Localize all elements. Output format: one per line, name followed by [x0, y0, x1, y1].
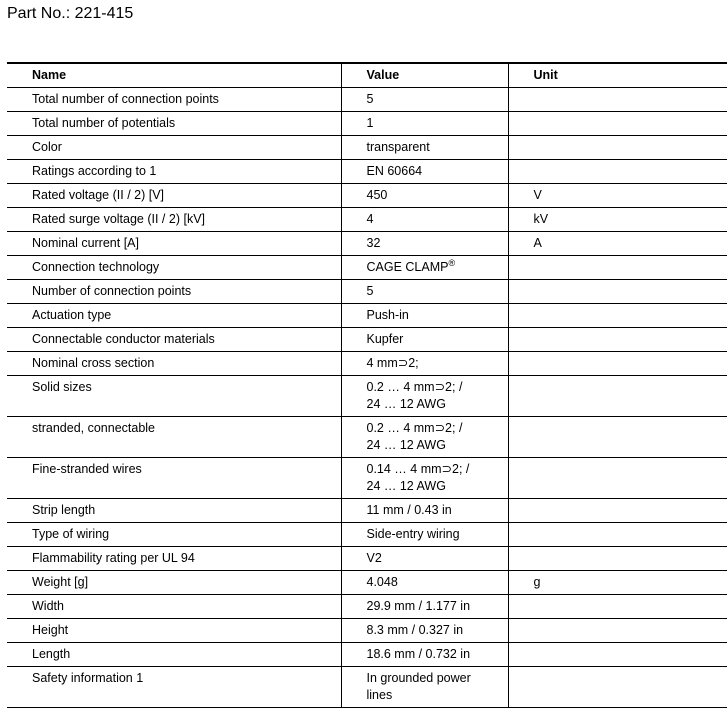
row-value-cell — [341, 88, 508, 112]
row-name-cell: Safety information 1 — [7, 667, 341, 708]
row-value-text: 0.2 … 4 mm⊃2; / 24 … 12 AWG — [366, 421, 463, 452]
registered-trademark-mark: ® — [448, 257, 456, 268]
table-row — [7, 547, 727, 571]
row-unit-cell — [508, 595, 727, 619]
row-unit-cell — [508, 328, 727, 352]
row-value-text: 4 — [366, 212, 374, 226]
row-name-cell: Weight [g] — [7, 571, 341, 595]
row-unit-cell — [508, 112, 727, 136]
row-value-cell — [341, 571, 508, 595]
row-name-cell: Rated voltage (II / 2) [V] — [7, 184, 341, 208]
table-row — [7, 232, 727, 256]
row-name-cell: Connection technology — [7, 256, 341, 280]
table-row — [7, 523, 727, 547]
table-row — [7, 499, 727, 523]
table-row — [7, 352, 727, 376]
row-unit-cell — [508, 160, 727, 184]
row-unit-cell — [508, 376, 727, 417]
row-name-cell: Width — [7, 595, 341, 619]
row-unit-cell — [508, 88, 727, 112]
table-row — [7, 280, 727, 304]
specification-table — [7, 62, 727, 708]
row-unit-cell — [508, 643, 727, 667]
row-value-text: 29.9 mm / 1.177 in — [366, 599, 471, 613]
row-unit-cell — [508, 280, 727, 304]
row-value-text: 5 — [366, 92, 374, 106]
table-row — [7, 328, 727, 352]
row-name-cell: Total number of potentials — [7, 112, 341, 136]
table-row — [7, 256, 727, 280]
row-value-text: transparent — [366, 140, 430, 154]
row-name-cell: Flammability rating per UL 94 — [7, 547, 341, 571]
row-value-text: 0.2 … 4 mm⊃2; / 24 … 12 AWG — [366, 380, 463, 411]
row-value-cell — [341, 232, 508, 256]
row-unit-cell — [508, 304, 727, 328]
row-value-cell — [341, 304, 508, 328]
row-value-cell — [341, 160, 508, 184]
row-value-text: EN 60664 — [366, 164, 423, 178]
table-row — [7, 112, 727, 136]
table-body — [7, 88, 727, 708]
table-row — [7, 643, 727, 667]
row-value-text: 8.3 mm / 0.327 in — [366, 623, 464, 637]
row-value-cell — [341, 328, 508, 352]
table-row — [7, 208, 727, 232]
column-header-value: Value — [341, 63, 508, 88]
row-value-text: Push-in — [366, 308, 409, 322]
row-value-cell — [341, 256, 508, 280]
row-unit-cell — [508, 547, 727, 571]
table-row — [7, 304, 727, 328]
row-value-text: Side-entry wiring — [366, 527, 460, 541]
row-value-text: Kupfer — [366, 332, 404, 346]
column-header-unit: Unit — [508, 63, 727, 88]
row-value-text: In grounded power lines — [366, 671, 471, 702]
table-row — [7, 184, 727, 208]
row-unit-cell — [508, 523, 727, 547]
table-row — [7, 160, 727, 184]
table-row — [7, 571, 727, 595]
row-name-cell: Nominal cross section — [7, 352, 341, 376]
table-row — [7, 417, 727, 458]
row-value-cell — [341, 523, 508, 547]
row-value-cell — [341, 595, 508, 619]
row-value-cell — [341, 112, 508, 136]
row-name-cell: stranded, connectable — [7, 417, 341, 458]
row-unit-cell: V — [508, 184, 727, 208]
row-name-cell: Type of wiring — [7, 523, 341, 547]
row-name-cell: Number of connection points — [7, 280, 341, 304]
row-name-cell: Fine-stranded wires — [7, 458, 341, 499]
row-unit-cell — [508, 458, 727, 499]
table-row — [7, 667, 727, 708]
row-value-text: 1 — [366, 116, 374, 130]
row-value-cell — [341, 619, 508, 643]
row-unit-cell — [508, 256, 727, 280]
row-value-cell — [341, 184, 508, 208]
row-name-cell: Actuation type — [7, 304, 341, 328]
row-value-text: 4.048 — [366, 575, 398, 589]
table-row — [7, 619, 727, 643]
row-name-cell: Nominal current [A] — [7, 232, 341, 256]
row-value-cell — [341, 352, 508, 376]
table-row — [7, 136, 727, 160]
row-unit-cell — [508, 417, 727, 458]
row-name-cell: Ratings according to 1 — [7, 160, 341, 184]
row-value-text: 18.6 mm / 0.732 in — [366, 647, 471, 661]
row-value-text: CAGE CLAMP — [366, 260, 449, 274]
row-value-text: V2 — [366, 551, 382, 565]
row-unit-cell: kV — [508, 208, 727, 232]
row-unit-cell — [508, 499, 727, 523]
row-value-text: 32 — [366, 236, 381, 250]
row-name-cell: Length — [7, 643, 341, 667]
row-name-cell: Color — [7, 136, 341, 160]
table-row — [7, 595, 727, 619]
table-row — [7, 458, 727, 499]
row-value-text: 450 — [366, 188, 388, 202]
row-unit-cell: g — [508, 571, 727, 595]
row-value-cell — [341, 280, 508, 304]
row-name-cell: Height — [7, 619, 341, 643]
row-value-cell — [341, 458, 508, 499]
row-value-cell — [341, 643, 508, 667]
row-value-text: 0.14 … 4 mm⊃2; / 24 … 12 AWG — [366, 462, 470, 493]
row-value-cell — [341, 136, 508, 160]
table-row — [7, 376, 727, 417]
row-unit-cell: A — [508, 232, 727, 256]
part-number-title: Part No.: 221-415 — [7, 5, 134, 22]
row-name-cell: Total number of connection points — [7, 88, 341, 112]
row-name-cell: Solid sizes — [7, 376, 341, 417]
row-unit-cell — [508, 352, 727, 376]
row-name-cell: Rated surge voltage (II / 2) [kV] — [7, 208, 341, 232]
row-value-cell — [341, 667, 508, 708]
row-value-cell — [341, 417, 508, 458]
row-value-text: 4 mm⊃2; — [366, 356, 419, 370]
row-value-text: 11 mm / 0.43 in — [366, 503, 452, 517]
row-value-cell — [341, 376, 508, 417]
row-name-cell: Strip length — [7, 499, 341, 523]
table-header-row — [7, 63, 727, 88]
row-unit-cell — [508, 667, 727, 708]
row-value-cell — [341, 547, 508, 571]
row-unit-cell — [508, 619, 727, 643]
table-row — [7, 88, 727, 112]
row-unit-cell — [508, 136, 727, 160]
row-name-cell: Connectable conductor materials — [7, 328, 341, 352]
column-header-name: Name — [7, 63, 341, 88]
row-value-text: 5 — [366, 284, 374, 298]
row-value-cell — [341, 208, 508, 232]
row-value-cell — [341, 499, 508, 523]
